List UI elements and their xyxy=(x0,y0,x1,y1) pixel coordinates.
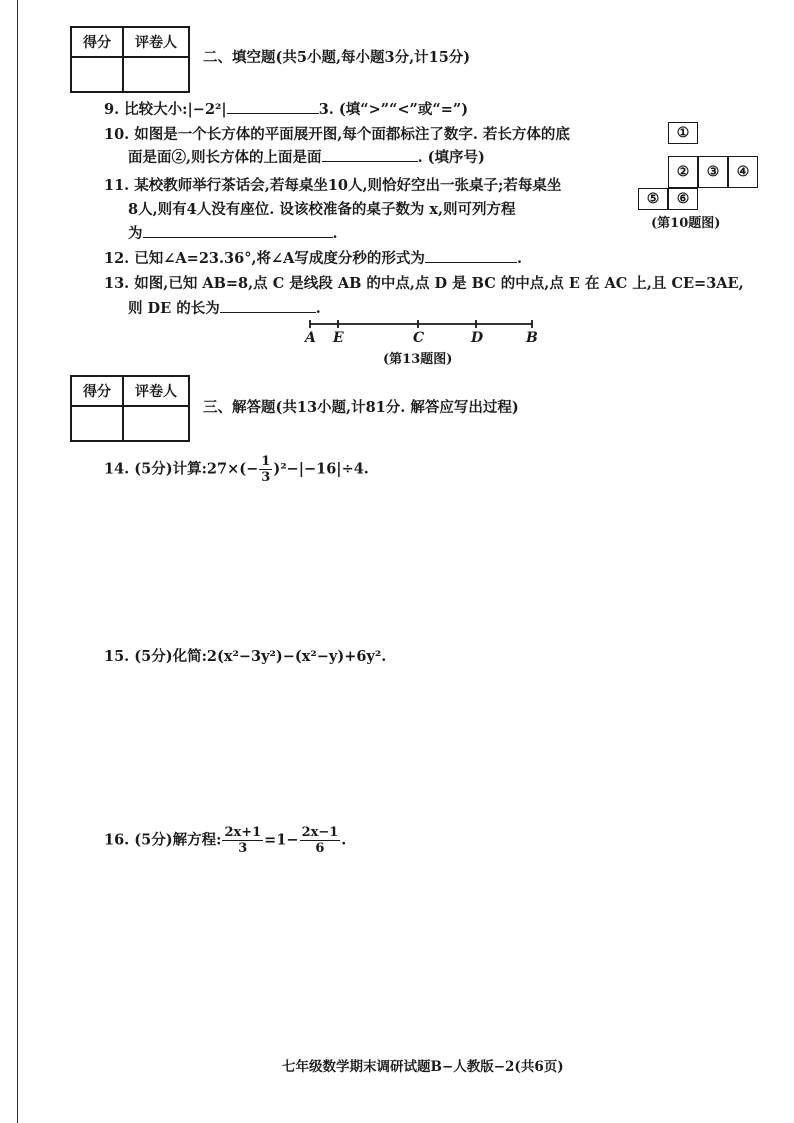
question-11-line3 xyxy=(128,222,338,243)
point-d-label: D xyxy=(471,330,484,346)
question-10-line2 xyxy=(128,146,485,167)
q11-prefix: 为 xyxy=(128,225,143,242)
q11-answer-blank[interactable] xyxy=(143,236,333,238)
q13-figure-caption: (第13题图) xyxy=(383,352,453,367)
net-face-4: ④ xyxy=(728,156,758,188)
point-c-label: C xyxy=(413,330,425,346)
q13-prefix: 则 DE 的长为 xyxy=(128,300,220,317)
q12-suffix: . xyxy=(516,250,522,267)
question-11-line1: 11. 某校教师举行茶话会,若每桌坐10人,则恰好空出一张桌子;若每桌坐 xyxy=(104,177,562,194)
q10-prefix: 面是面②,则长方体的上面是面 xyxy=(128,149,322,166)
grader-label: 评卷人 xyxy=(123,376,189,406)
q16-frac2-denominator: 6 xyxy=(315,841,325,856)
q14-suffix: )²−|−16|÷4. xyxy=(273,460,369,478)
section2-heading: 二、填空题(共5小题,每小题3分,计15分) xyxy=(203,49,471,66)
q16-prefix: 16. (5分)解方程: xyxy=(104,831,222,849)
question-13-line1: 13. 如图,已知 AB=8,点 C 是线段 AB 的中点,点 D 是 BC 的中点,点 E 在 AC 上,且 CE=3AE, xyxy=(104,275,744,292)
grader-cell[interactable] xyxy=(123,406,189,441)
score-cell[interactable] xyxy=(71,406,123,441)
point-a-label: A xyxy=(305,330,316,346)
score-label: 得分 xyxy=(71,376,123,406)
q13-suffix: . xyxy=(315,300,321,317)
grader-cell[interactable] xyxy=(123,57,189,92)
q16-suffix: . xyxy=(341,831,347,849)
q14-frac-denominator: 3 xyxy=(261,470,271,485)
question-9 xyxy=(104,98,468,119)
score-label: 得分 xyxy=(71,27,123,57)
q16-frac2-numerator: 2x−1 xyxy=(301,825,339,840)
q16-frac1-denominator: 3 xyxy=(238,841,248,856)
question-16 xyxy=(104,825,346,856)
score-box-section3 xyxy=(70,375,190,442)
q12-prefix: 12. 已知∠A=23.36°,将∠A写成度分秒的形式为 xyxy=(104,250,425,267)
question-12 xyxy=(104,247,522,268)
q16-fraction-right xyxy=(300,825,341,856)
q16-frac1-numerator: 2x+1 xyxy=(224,825,262,840)
net-face-1: ① xyxy=(668,122,698,144)
q14-prefix: 14. (5分)计算:27×(− xyxy=(104,460,259,478)
question-15: 15. (5分)化简:2(x²−3y²)−(x²−y)+6y². xyxy=(104,648,387,665)
question-13-line2 xyxy=(128,297,321,318)
net-face-6: ⑥ xyxy=(668,188,698,210)
net-face-3: ③ xyxy=(698,156,728,188)
q14-frac-numerator: 1 xyxy=(261,454,271,469)
q16-fraction-left xyxy=(222,825,263,856)
section3-heading: 三、解答题(共13小题,计81分. 解答应写出过程) xyxy=(203,399,519,416)
q14-fraction xyxy=(259,454,272,485)
q13-answer-blank[interactable] xyxy=(220,311,316,313)
question-14 xyxy=(104,454,369,485)
question-10-line1: 10. 如图是一个长方体的平面展开图,每个面都标注了数字. 若长方体的底 xyxy=(104,126,570,143)
net-face-5: ⑤ xyxy=(638,188,668,210)
net-face-2: ② xyxy=(668,156,698,188)
question-11-line2: 8人,则有4人没有座位. 设该校准备的桌子数为 x,则可列方程 xyxy=(128,201,516,218)
score-cell[interactable] xyxy=(71,57,123,92)
q9-prefix: 9. 比较大小:|−2²| xyxy=(104,101,227,118)
q11-suffix: . xyxy=(332,225,338,242)
q10-suffix: . (填序号) xyxy=(417,149,485,166)
page-edge-line xyxy=(17,0,18,1123)
q9-suffix: 3. (填“>”“<”或“=”) xyxy=(318,101,469,118)
q16-mid: =1− xyxy=(264,831,299,849)
q10-figure-caption: (第10题图) xyxy=(651,216,721,231)
grader-label: 评卷人 xyxy=(123,27,189,57)
score-box-section2 xyxy=(70,26,190,93)
point-e-label: E xyxy=(333,330,344,346)
q9-answer-blank[interactable] xyxy=(227,112,319,114)
q10-answer-blank[interactable] xyxy=(322,160,418,162)
point-b-label: B xyxy=(526,330,538,346)
q12-answer-blank[interactable] xyxy=(425,261,517,263)
page-footer: 七年级数学期末调研试题B−人教版−2(共6页) xyxy=(282,1059,564,1075)
